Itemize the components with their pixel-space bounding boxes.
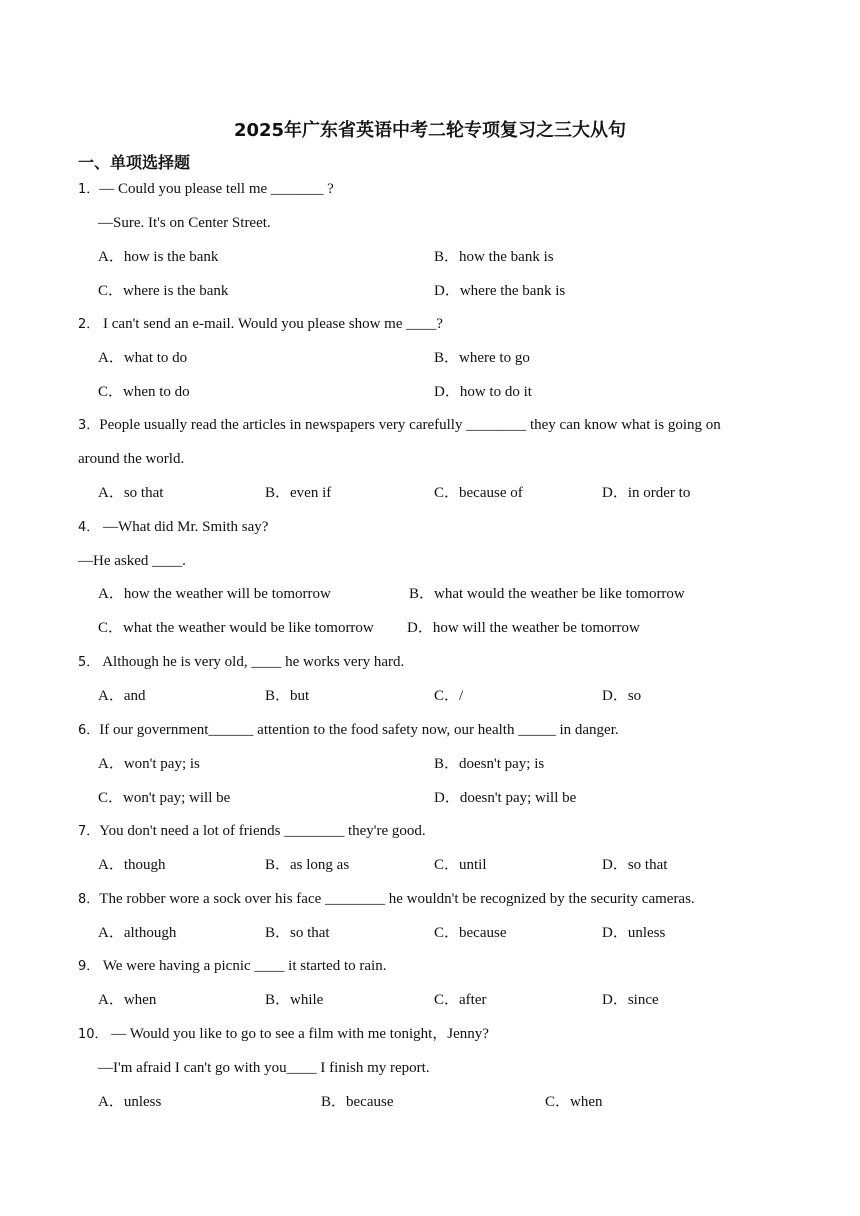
question-number: 6．: [78, 723, 100, 738]
page-title: 2025年广东省英语中考二轮专项复习之三大从句: [233, 120, 627, 141]
question-4-reply: —He asked ____.: [78, 553, 186, 569]
option-a[interactable]: A．won't pay; is: [98, 756, 200, 772]
question-10-reply: —I'm afraid I can't go with you____ I finish my report.: [98, 1060, 430, 1076]
option-c[interactable]: C．because: [434, 925, 507, 941]
option-a[interactable]: A．though: [98, 857, 166, 873]
question-4: [78, 517, 268, 538]
option-b[interactable]: B．but: [265, 688, 310, 704]
question-text: —What did Mr. Smith say?: [99, 519, 269, 535]
option-c[interactable]: C．because of: [434, 485, 523, 501]
question-8: [78, 889, 695, 910]
option-b[interactable]: B．so that: [265, 925, 330, 941]
question-text: You don't need a lot of friends ________ they're good.: [99, 823, 426, 839]
question-text: The robber wore a sock over his face ________ he wouldn't be recognized by the security cameras.: [99, 891, 695, 907]
option-c[interactable]: C．when: [545, 1094, 603, 1110]
option-b[interactable]: B．because: [321, 1094, 394, 1110]
option-c[interactable]: C．what the weather would be like tomorrow: [98, 620, 374, 636]
option-c[interactable]: C．where is the bank: [98, 283, 229, 299]
section-heading: 一、单项选择题: [78, 153, 191, 172]
option-d[interactable]: D．in order to: [602, 485, 691, 501]
question-text: Although he is very old, ____ he works very hard.: [99, 654, 405, 670]
question-1: [78, 179, 334, 200]
question-6: [78, 720, 619, 741]
option-a[interactable]: A．unless: [98, 1094, 162, 1110]
option-b[interactable]: B．where to go: [434, 350, 530, 366]
option-d[interactable]: D．so: [602, 688, 642, 704]
option-b[interactable]: B．doesn't pay; is: [434, 756, 545, 772]
question-number: 3．: [78, 418, 100, 433]
question-number: 8．: [78, 892, 100, 907]
option-c[interactable]: C．/: [434, 688, 464, 704]
option-a[interactable]: A．how the weather will be tomorrow: [98, 586, 331, 602]
question-10: [78, 1024, 489, 1045]
option-b[interactable]: B．even if: [265, 485, 332, 501]
question-text: People usually read the articles in newspapers very carefully ________ they can know what is going on: [99, 417, 721, 433]
option-b[interactable]: B．how the bank is: [434, 249, 554, 265]
option-d[interactable]: D．doesn't pay; will be: [434, 790, 577, 806]
option-d[interactable]: D．since: [602, 992, 659, 1008]
option-d[interactable]: D．so that: [602, 857, 668, 873]
question-5: [78, 652, 404, 673]
question-text: I can't send an e-mail. Would you please show me ____?: [99, 316, 443, 332]
option-b[interactable]: B．while: [265, 992, 324, 1008]
option-a[interactable]: A．how is the bank: [98, 249, 219, 265]
option-c[interactable]: C．won't pay; will be: [98, 790, 231, 806]
question-3: [78, 415, 721, 436]
question-9: [78, 956, 386, 977]
question-number: 4．: [78, 520, 100, 535]
option-d[interactable]: D．unless: [602, 925, 666, 941]
question-7: [78, 821, 426, 842]
option-c[interactable]: C．after: [434, 992, 487, 1008]
option-a[interactable]: A．and: [98, 688, 146, 704]
question-number: 7．: [78, 824, 100, 839]
question-number: 9．: [78, 959, 100, 974]
option-a[interactable]: A．so that: [98, 485, 164, 501]
question-number: 5．: [78, 655, 100, 670]
option-a[interactable]: A．what to do: [98, 350, 188, 366]
option-c[interactable]: C．when to do: [98, 384, 190, 400]
option-d[interactable]: D．how will the weather be tomorrow: [407, 620, 640, 636]
option-d[interactable]: D．how to do it: [434, 384, 532, 400]
question-number: 10．: [78, 1027, 108, 1042]
question-text: — Could you please tell me _______ ?: [99, 181, 334, 197]
option-c[interactable]: C．until: [434, 857, 487, 873]
question-text: — Would you like to go to see a film with me tonight，Jenny?: [107, 1026, 489, 1042]
option-d[interactable]: D．where the bank is: [434, 283, 566, 299]
question-text: We were having a picnic ____ it started to rain.: [99, 958, 387, 974]
option-a[interactable]: A．when: [98, 992, 157, 1008]
option-b[interactable]: B．what would the weather be like tomorrow: [409, 586, 685, 602]
question-3-continued: around the world.: [78, 451, 185, 467]
question-text: If our government______ attention to the food safety now, our health _____ in danger.: [99, 722, 619, 738]
question-2: [78, 314, 443, 335]
question-number: 2．: [78, 317, 100, 332]
question-1-reply: —Sure. It's on Center Street.: [98, 215, 271, 231]
option-b[interactable]: B．as long as: [265, 857, 350, 873]
question-number: 1．: [78, 182, 100, 197]
option-a[interactable]: A．although: [98, 925, 177, 941]
